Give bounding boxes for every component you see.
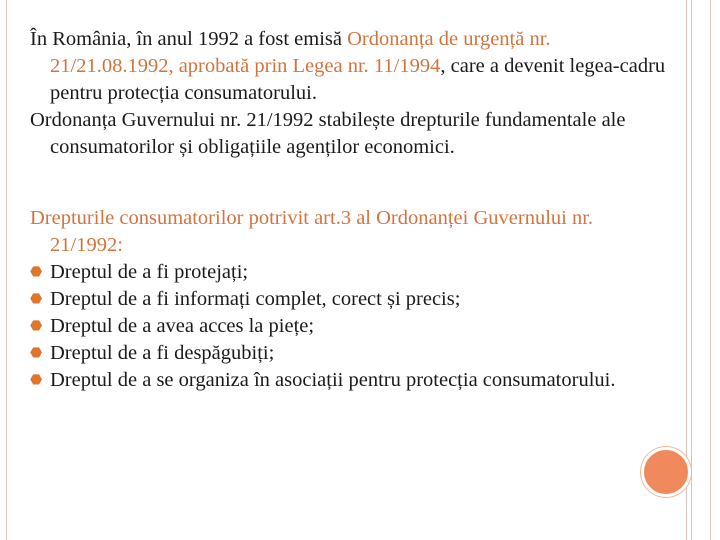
list-item-text: Dreptul de a fi informați complet, corect și precis; [50, 288, 461, 310]
list-item [30, 340, 670, 367]
list-item [30, 259, 670, 286]
left-frame-line [6, 0, 7, 540]
list-item [30, 367, 670, 394]
intro-suffix: , care a devenit legea-cadru pentru protecția consumatorului. [50, 55, 666, 104]
spacer [30, 161, 670, 205]
orange-cube-bullet-icon: ⬣ [30, 346, 43, 361]
orange-cube-bullet-icon: ⬣ [30, 265, 43, 280]
list-item-text: Dreptul de a avea acces la piețe; [50, 315, 315, 337]
orange-cube-bullet-icon: ⬣ [30, 292, 43, 307]
ordinance-link: Ordonanța de urgență nr. 21/21.08.1992, aprobată prin Legea nr. 11/1994 [50, 28, 551, 77]
right-frame-line [710, 0, 711, 540]
list-item-text: Dreptul de a fi despăgubiți; [50, 342, 275, 364]
rights-list [30, 259, 670, 394]
orange-cube-bullet-icon: ⬣ [30, 373, 43, 388]
decorative-circle [641, 447, 691, 497]
right-frame-line [691, 0, 692, 540]
list-item-text: Dreptul de a fi protejați; [50, 261, 249, 283]
rights-heading: Drepturile consumatorilor potrivit art.3 al Ordonanței Guvernului nr. 21/1992: [30, 207, 594, 256]
slide-content [30, 26, 670, 394]
paragraph-intro [30, 26, 670, 107]
paragraph-ordinance: Ordonanța Guvernului nr. 21/1992 stabilește drepturile fundamentale ale consumatorilor și obligațiile agenților economici. [30, 109, 626, 158]
intro-prefix: În România, în anul 1992 a fost emisă [30, 28, 348, 50]
orange-cube-bullet-icon: ⬣ [30, 319, 43, 334]
list-item [30, 313, 670, 340]
list-item [30, 286, 670, 313]
list-item-text: Dreptul de a se organiza în asociații pentru protecția consumatorului. [50, 369, 616, 391]
